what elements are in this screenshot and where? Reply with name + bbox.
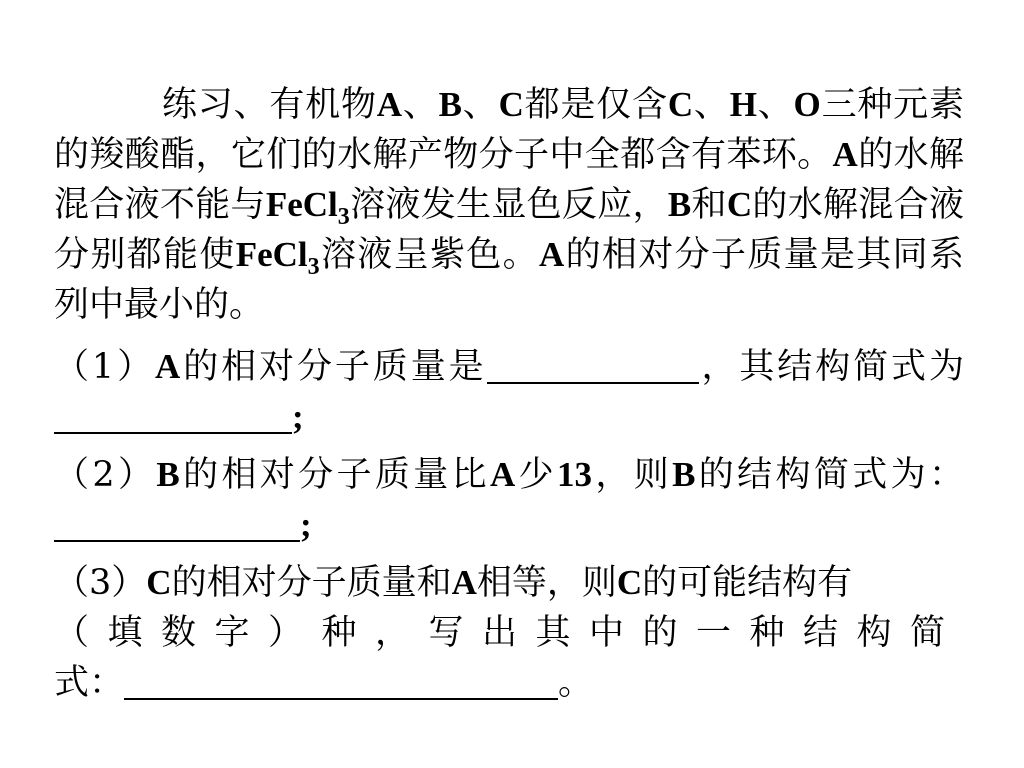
intro-text: 、 — [402, 85, 439, 125]
answer-blank-mass[interactable] — [487, 344, 699, 384]
intro-text: 溶液发生显色反应， — [349, 185, 668, 225]
question-text: 少 — [515, 455, 557, 495]
compound-b: B — [438, 85, 462, 124]
answer-blank-structure[interactable] — [124, 660, 558, 700]
question-text: 。 — [558, 663, 594, 703]
subscript-3: 3 — [307, 254, 320, 280]
question-text: ; — [300, 505, 312, 544]
intro-text: 练习、有机物 — [162, 85, 377, 125]
mass-difference: 13 — [556, 455, 592, 494]
intro-text: 的相对分子质量是其同系列中最小的。 — [54, 235, 964, 325]
compound-a: A — [451, 563, 477, 602]
compound-c: C — [616, 563, 643, 602]
compound-b: B — [156, 455, 180, 494]
question-1 — [54, 342, 964, 442]
compound-a: A — [832, 135, 858, 174]
question-text: 相等，则 — [476, 563, 617, 603]
question-number: （3） — [54, 563, 147, 603]
compound-c: C — [146, 563, 172, 602]
compound-a: A — [489, 455, 516, 494]
intro-text: 溶液呈紫色。 — [319, 235, 539, 275]
intro-text: 的水解混合液不能与 — [54, 135, 964, 225]
intro-text: 的水解混合液分别都能使 — [54, 185, 964, 275]
element-c: C — [667, 85, 694, 124]
question-text: 的相对分子质量比 — [179, 455, 490, 495]
question-text: ，其结构简式为 — [698, 347, 964, 387]
question-text: 的结构简式为： — [695, 455, 964, 495]
question-number: （2） — [54, 455, 157, 495]
compound-c: C — [498, 85, 524, 124]
compound-b: B — [672, 455, 696, 494]
exercise-slide — [54, 80, 964, 716]
question-text: 式： — [54, 663, 125, 703]
intro-text: 、 — [693, 85, 730, 125]
question-text: （填数字）种，写出其中的一种结构简 — [54, 613, 964, 653]
intro-text: 三种元素的羧酸酯，它们的水解产物分子中全都含有苯环。 — [54, 85, 964, 175]
intro-text: 和 — [691, 185, 727, 225]
compound-a: A — [155, 347, 181, 386]
intro-paragraph — [54, 80, 964, 330]
reagent-fecl3: FeCl — [235, 235, 308, 274]
element-h: H — [729, 85, 757, 124]
compound-a: A — [538, 235, 565, 274]
question-text: 的相对分子质量是 — [180, 347, 487, 387]
answer-blank-structure[interactable] — [54, 394, 292, 434]
element-o: O — [793, 85, 821, 124]
subscript-3: 3 — [337, 204, 350, 230]
reagent-fecl3: FeCl — [265, 185, 338, 224]
question-text: 的可能结构有 — [642, 563, 853, 603]
question-number: （1） — [54, 347, 156, 387]
compound-b: B — [667, 185, 692, 224]
answer-blank-structure[interactable] — [54, 502, 300, 542]
question-text: ; — [292, 397, 304, 436]
question-text: 的相对分子质量和 — [171, 563, 452, 603]
intro-text: 、 — [462, 85, 499, 125]
question-2 — [54, 450, 964, 550]
compound-a: A — [376, 85, 403, 124]
intro-text: 都是仅含 — [523, 85, 668, 125]
question-text: ，则 — [591, 455, 673, 495]
intro-text: 、 — [756, 85, 794, 125]
compound-c: C — [726, 185, 753, 224]
question-3 — [54, 558, 964, 708]
